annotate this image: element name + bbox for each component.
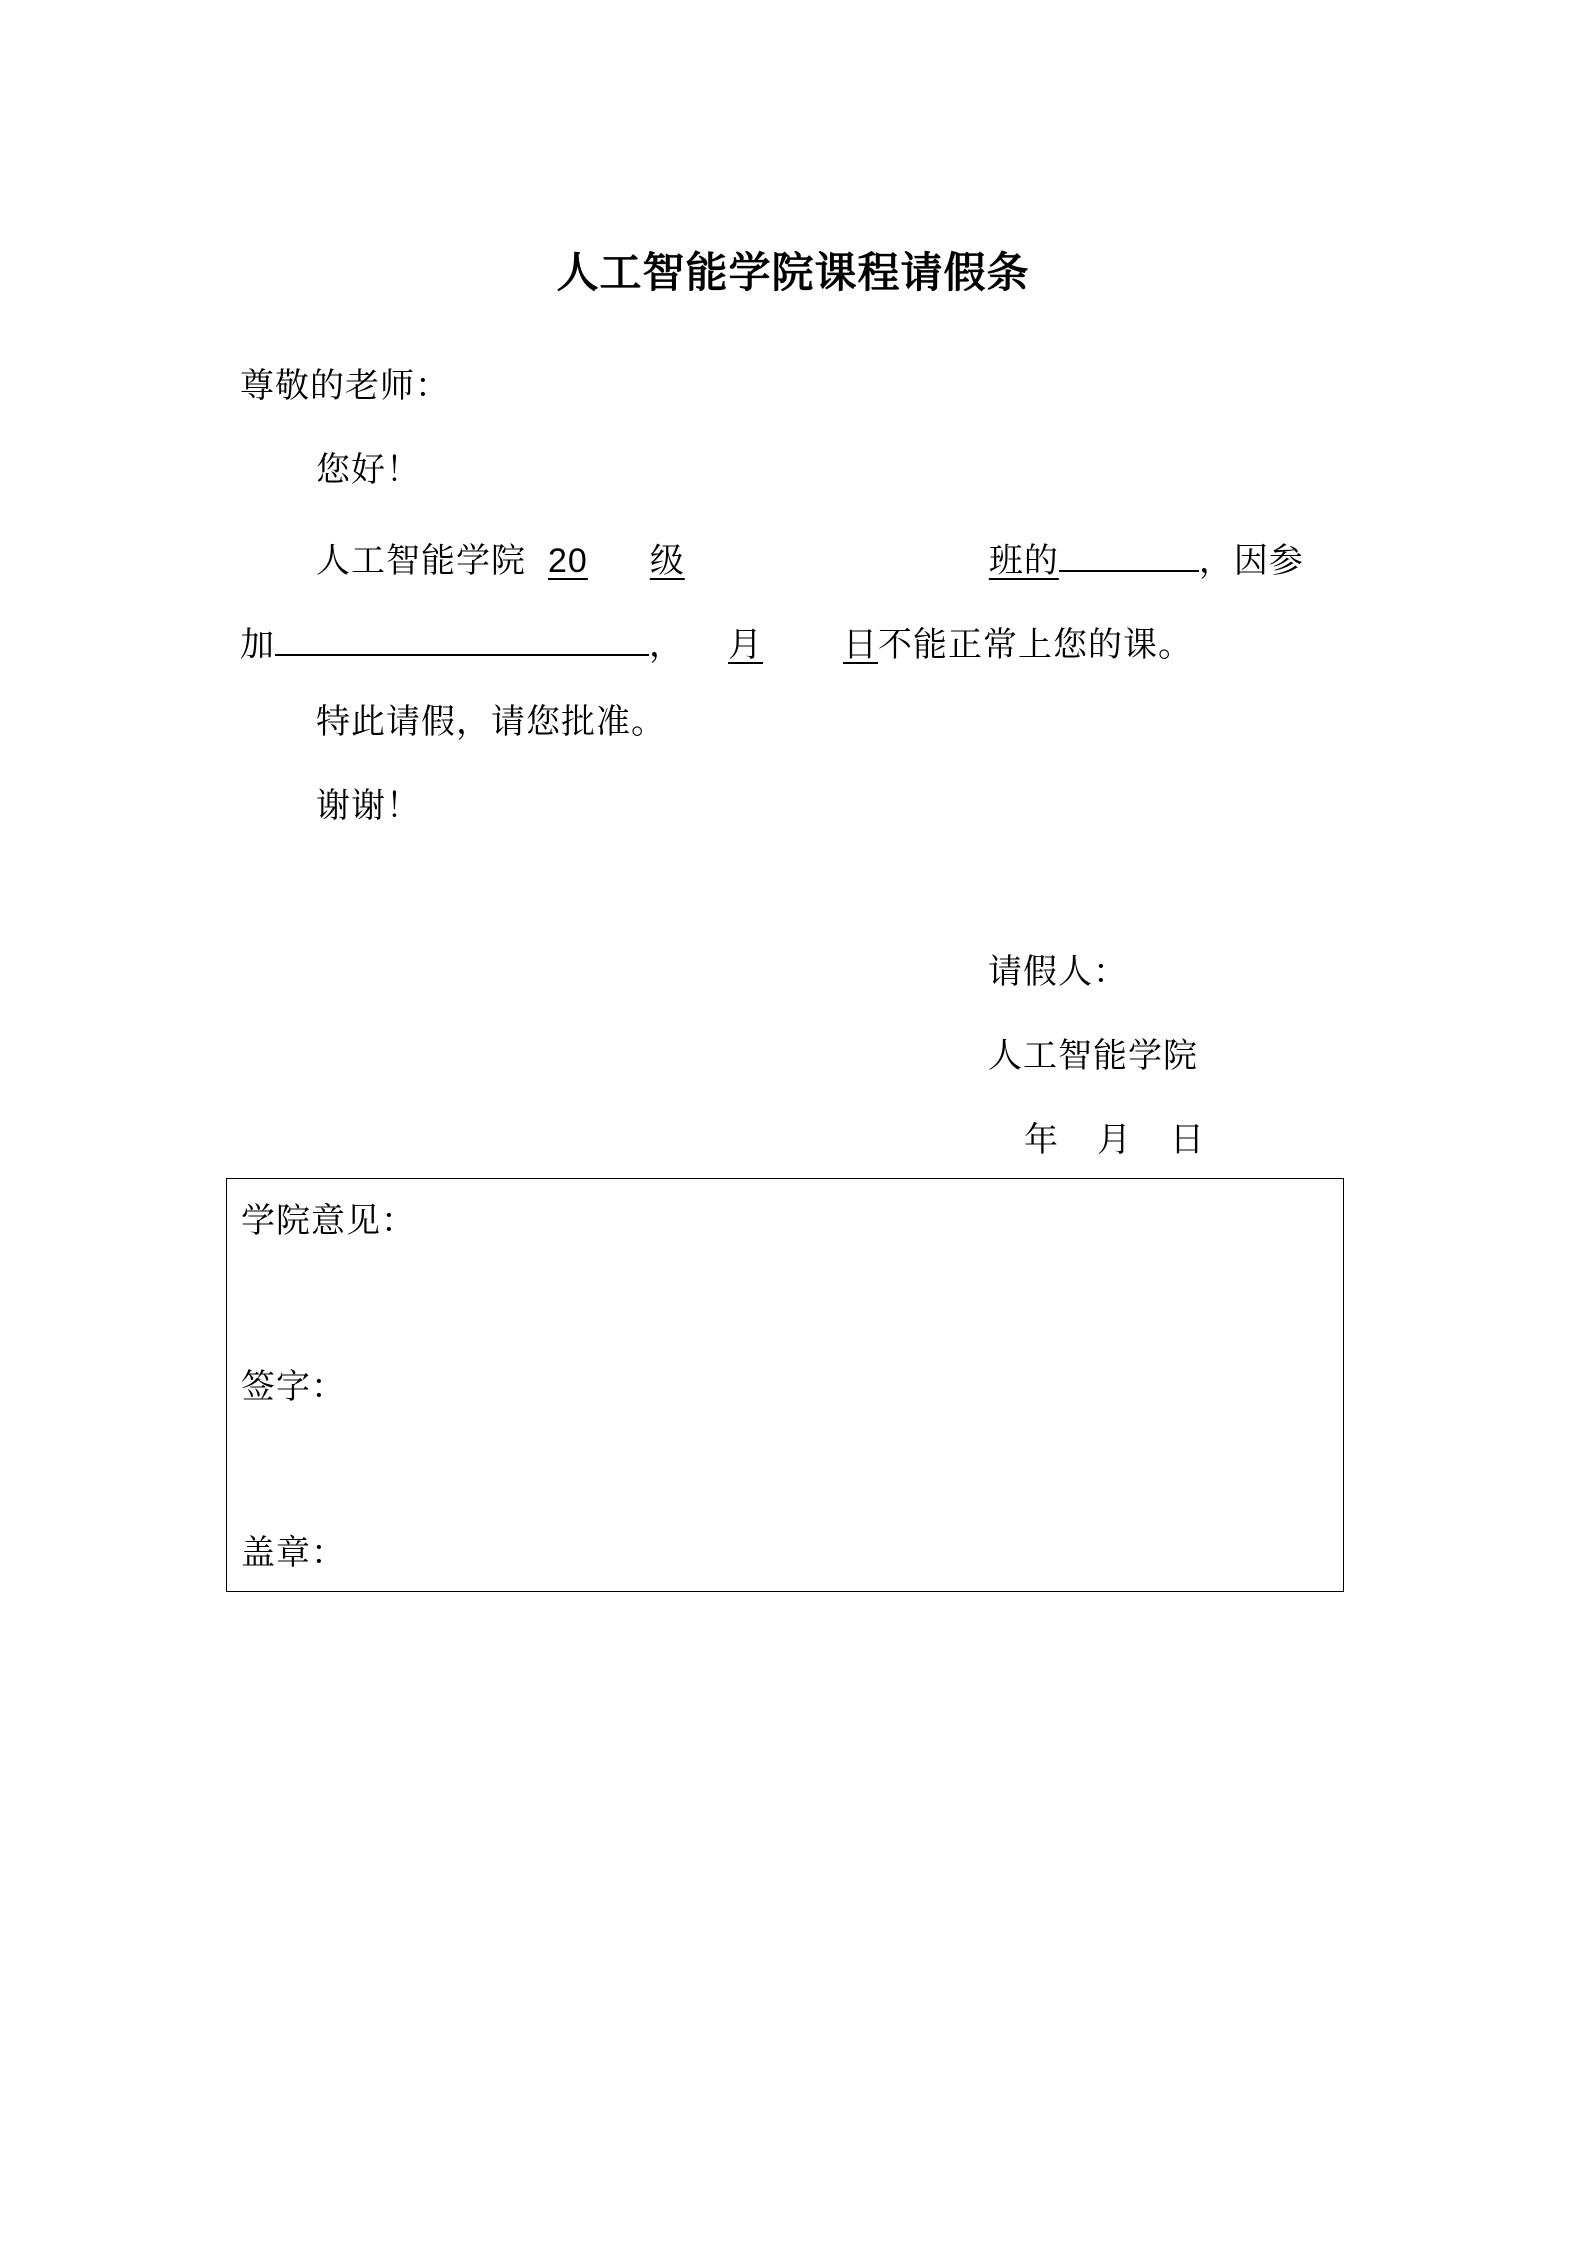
day-label: 日 <box>1170 1120 1205 1160</box>
seal-label: 盖章： <box>241 1533 346 1573</box>
opinion-label: 学院意见： <box>241 1201 416 1241</box>
grade-field[interactable] <box>548 541 1059 581</box>
page-title: 人工智能学院课程请假条 <box>556 248 1030 297</box>
class-suffix: 班的 <box>988 541 1059 581</box>
activity-blank[interactable] <box>275 614 649 656</box>
thanks-text: 谢谢！ <box>316 786 421 826</box>
grade-suffix: 级 <box>649 541 685 581</box>
greeting: 您好！ <box>316 450 421 490</box>
day-label: 日 <box>843 625 878 665</box>
absence-info-line <box>240 614 1193 669</box>
salutation: 尊敬的老师： <box>240 366 450 406</box>
signature-date <box>1024 1116 1205 1164</box>
date-field[interactable] <box>728 625 878 665</box>
college-opinion-box[interactable] <box>226 1178 1344 1592</box>
month-label: 月 <box>1097 1120 1132 1160</box>
comma: ， <box>649 625 684 665</box>
request-text: 特此请假，请您批准。 <box>316 702 666 742</box>
year-prefix: 20 <box>548 542 588 580</box>
absence-text: 不能正常上您的课。 <box>878 625 1193 665</box>
month-label: 月 <box>728 625 763 665</box>
sign-label: 签字： <box>241 1367 346 1407</box>
signature-college: 人工智能学院 <box>988 1036 1198 1076</box>
class-info-line <box>316 530 1304 585</box>
attend-prefix: 加 <box>240 625 275 665</box>
applicant-label: 请假人： <box>988 952 1128 992</box>
year-label: 年 <box>1024 1120 1059 1160</box>
student-name-blank[interactable] <box>1059 530 1199 572</box>
college-name: 人工智能学院 <box>316 541 526 581</box>
because-text: ，因参 <box>1198 541 1304 581</box>
